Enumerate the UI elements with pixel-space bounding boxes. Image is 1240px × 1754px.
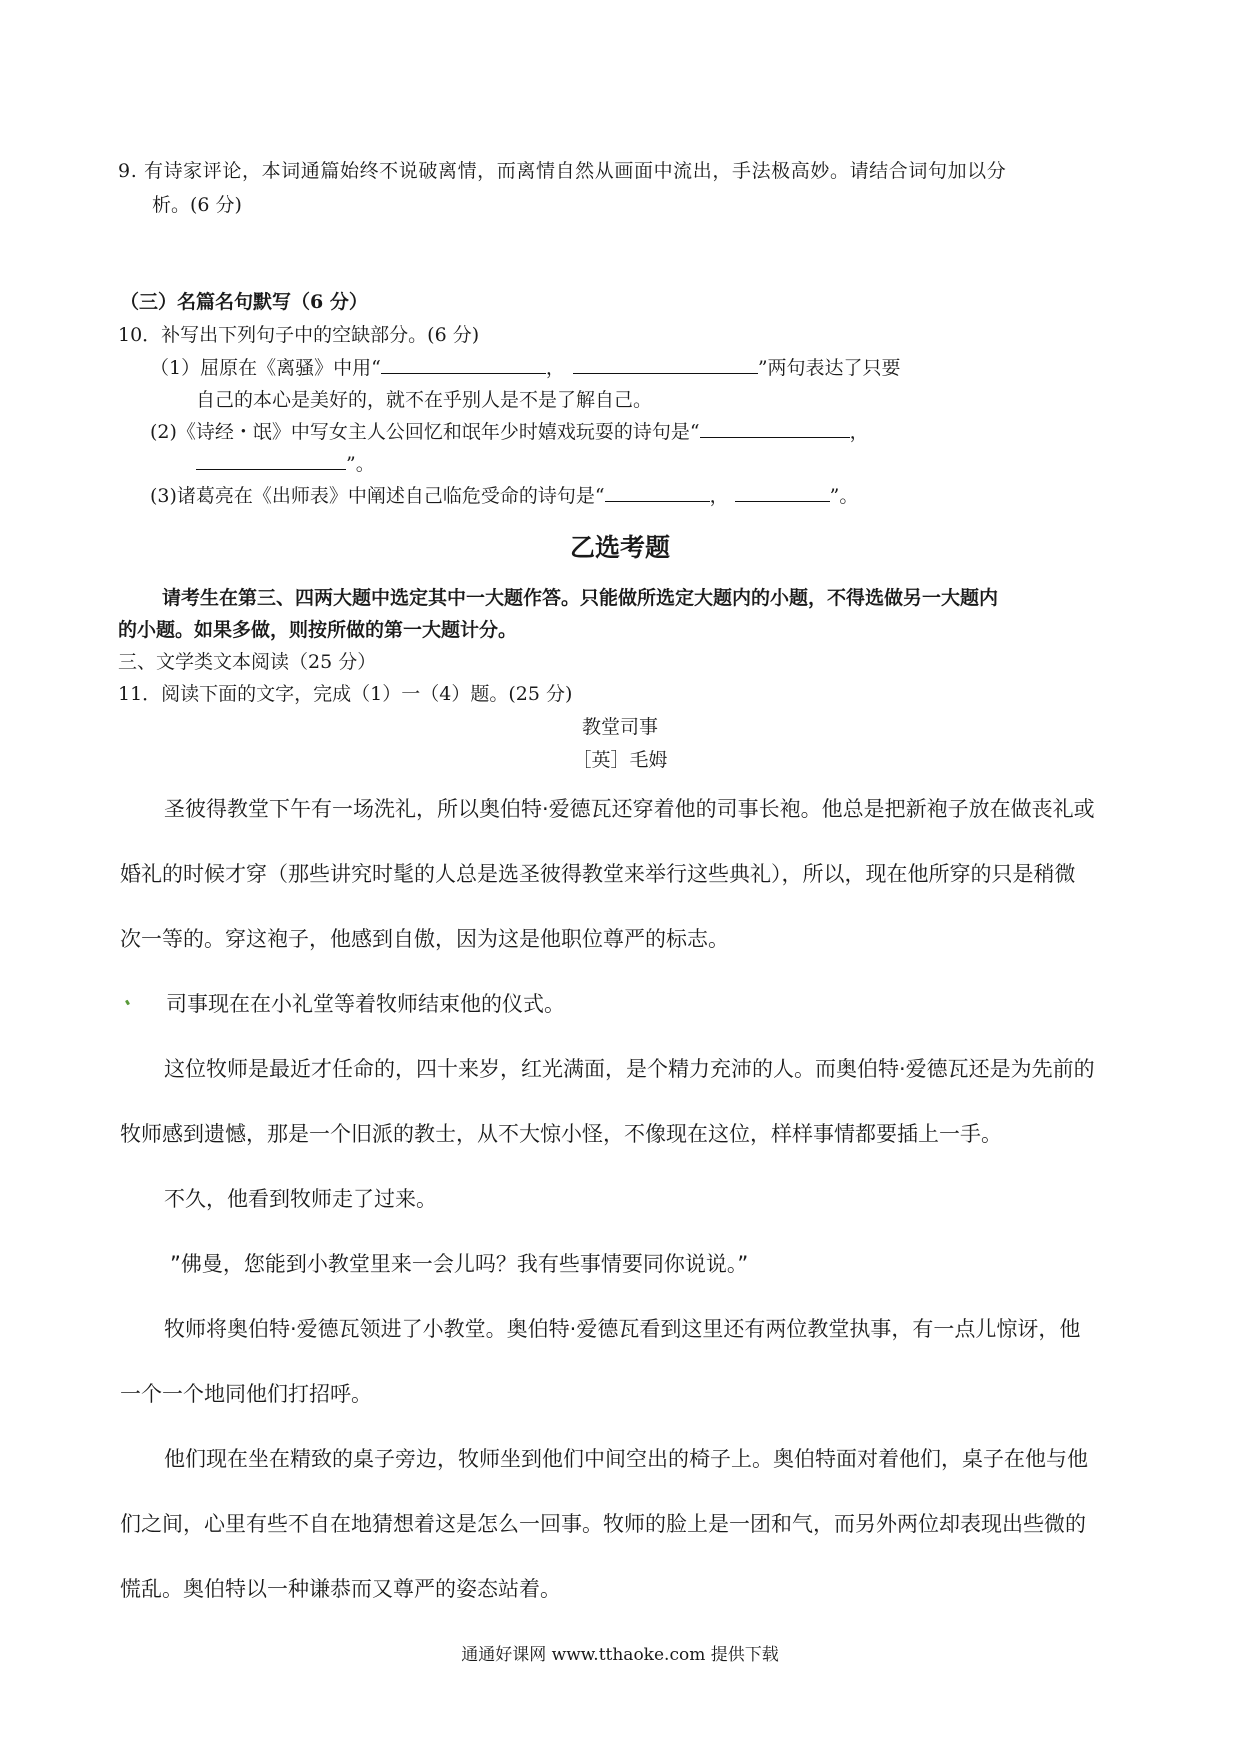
item-2-prefix: (2)《诗经・氓》中写女主人公回忆和氓年少时嬉戏玩耍的诗句是“: [150, 421, 700, 443]
item-1-prefix: （1）屈原在《离骚》中用“: [150, 357, 381, 379]
question-11-stem: 11．阅读下面的文字，完成（1）一（4）题。(25 分): [118, 683, 573, 705]
story-line: 慌乱。奥伯特以一种谦恭而又尊严的姿态站着。: [120, 1577, 561, 1601]
story-line: 婚礼的时候才穿（那些讲究时髦的人总是选圣彼得教堂来举行这些典礼），所以，现在他所穿的只是稍微: [120, 862, 1076, 886]
section-heading-famous-lines: （三）名篇名句默写（6 分）: [120, 291, 368, 313]
story-line: 们之间，心里有些不自在地猜想着这是怎么一回事。牧师的脸上是一团和气，而另外两位却表现出些微的: [120, 1512, 1086, 1536]
question-10-item-1-line-2: 自己的本心是美好的，就不在乎别人是不是了解自己。: [196, 389, 653, 411]
optional-section-title: 乙选考题: [569, 533, 670, 562]
item-3-end: ”。: [829, 485, 859, 507]
optional-instruction-line-2: 的小题。如果多做，则按所做的第一大题计分。: [118, 619, 518, 641]
story-line: 他们现在坐在精致的桌子旁边，牧师坐到他们中间空出的椅子上。奥伯特面对着他们，桌子在他与他: [164, 1447, 1088, 1471]
question-10-item-2: [150, 417, 869, 444]
fill-blank[interactable]: [573, 355, 758, 374]
item-1-suffix: ”两句表达了只要: [757, 357, 901, 379]
story-line: 这位牧师是最近才任命的，四十来岁，红光满面，是个精力充沛的人。而奥伯特·爱德瓦还是为先前的: [164, 1057, 1095, 1081]
story-line: 次一等的。穿这袍子，他感到自傲，因为这是他职位尊严的标志。: [120, 927, 729, 951]
question-10-stem: 10．补写出下列句子中的空缺部分。(6 分): [118, 324, 480, 346]
item-3-comma: ，: [709, 485, 729, 507]
item-1-comma: ，: [545, 357, 565, 379]
question-10-item-1: [150, 353, 901, 380]
question-10-item-2-line-2: [196, 449, 375, 476]
fill-blank[interactable]: [605, 483, 710, 502]
story-author: ［英］毛姆: [572, 749, 668, 771]
part-3-heading: 三、文学类文本阅读（25 分）: [118, 651, 377, 673]
question-10-item-3: [150, 481, 858, 508]
item-2-comma: ，: [849, 421, 869, 443]
question-9-line-2: 析。(6 分): [152, 194, 242, 216]
optional-instruction-line-1: 请考生在第三、四两大题中选定其中一大题作答。只能做所选定大题内的小题，不得选做另一大题内: [162, 587, 999, 609]
fill-blank[interactable]: [735, 483, 830, 502]
fill-blank[interactable]: [700, 419, 850, 438]
story-line: 司事现在在小礼堂等着牧师结束他的仪式。: [166, 992, 565, 1016]
item-3-prefix: (3)诸葛亮在《出师表》中阐述自己临危受命的诗句是“: [150, 485, 605, 507]
story-line: 牧师感到遗憾，那是一个旧派的教士，从不大惊小怪，不像现在这位，样样事情都要插上一手。: [120, 1122, 1002, 1146]
story-line: 牧师将奥伯特·爱德瓦领进了小教堂。奥伯特·爱德瓦看到这里还有两位教堂执事，有一点儿惊讶，他: [164, 1317, 1081, 1341]
fill-blank[interactable]: [196, 451, 346, 470]
page-footer: 通通好课网 www.tthaoke.com 提供下载: [461, 1645, 779, 1665]
story-line: 一个一个地同他们打招呼。: [120, 1382, 372, 1406]
story-line: 圣彼得教堂下午有一场洗礼，所以奥伯特·爱德瓦还穿着他的司事长袍。他总是把新袍子放在做丧礼或: [164, 797, 1095, 821]
fill-blank[interactable]: [381, 355, 546, 374]
story-line: ”佛曼，您能到小教堂里来一会儿吗？我有些事情要同你说说。”: [170, 1252, 749, 1276]
story-line: 不久，他看到牧师走了过来。: [164, 1187, 437, 1211]
item-2-end: ”。: [346, 453, 375, 475]
story-title: 教堂司事: [581, 716, 658, 738]
question-9-line-1: 9. 有诗家评论，本词通篇始终不说破离情，而离情自然从画面中流出，手法极高妙。请结合词句加以分: [118, 160, 1007, 182]
stray-mark: [125, 1000, 130, 1006]
